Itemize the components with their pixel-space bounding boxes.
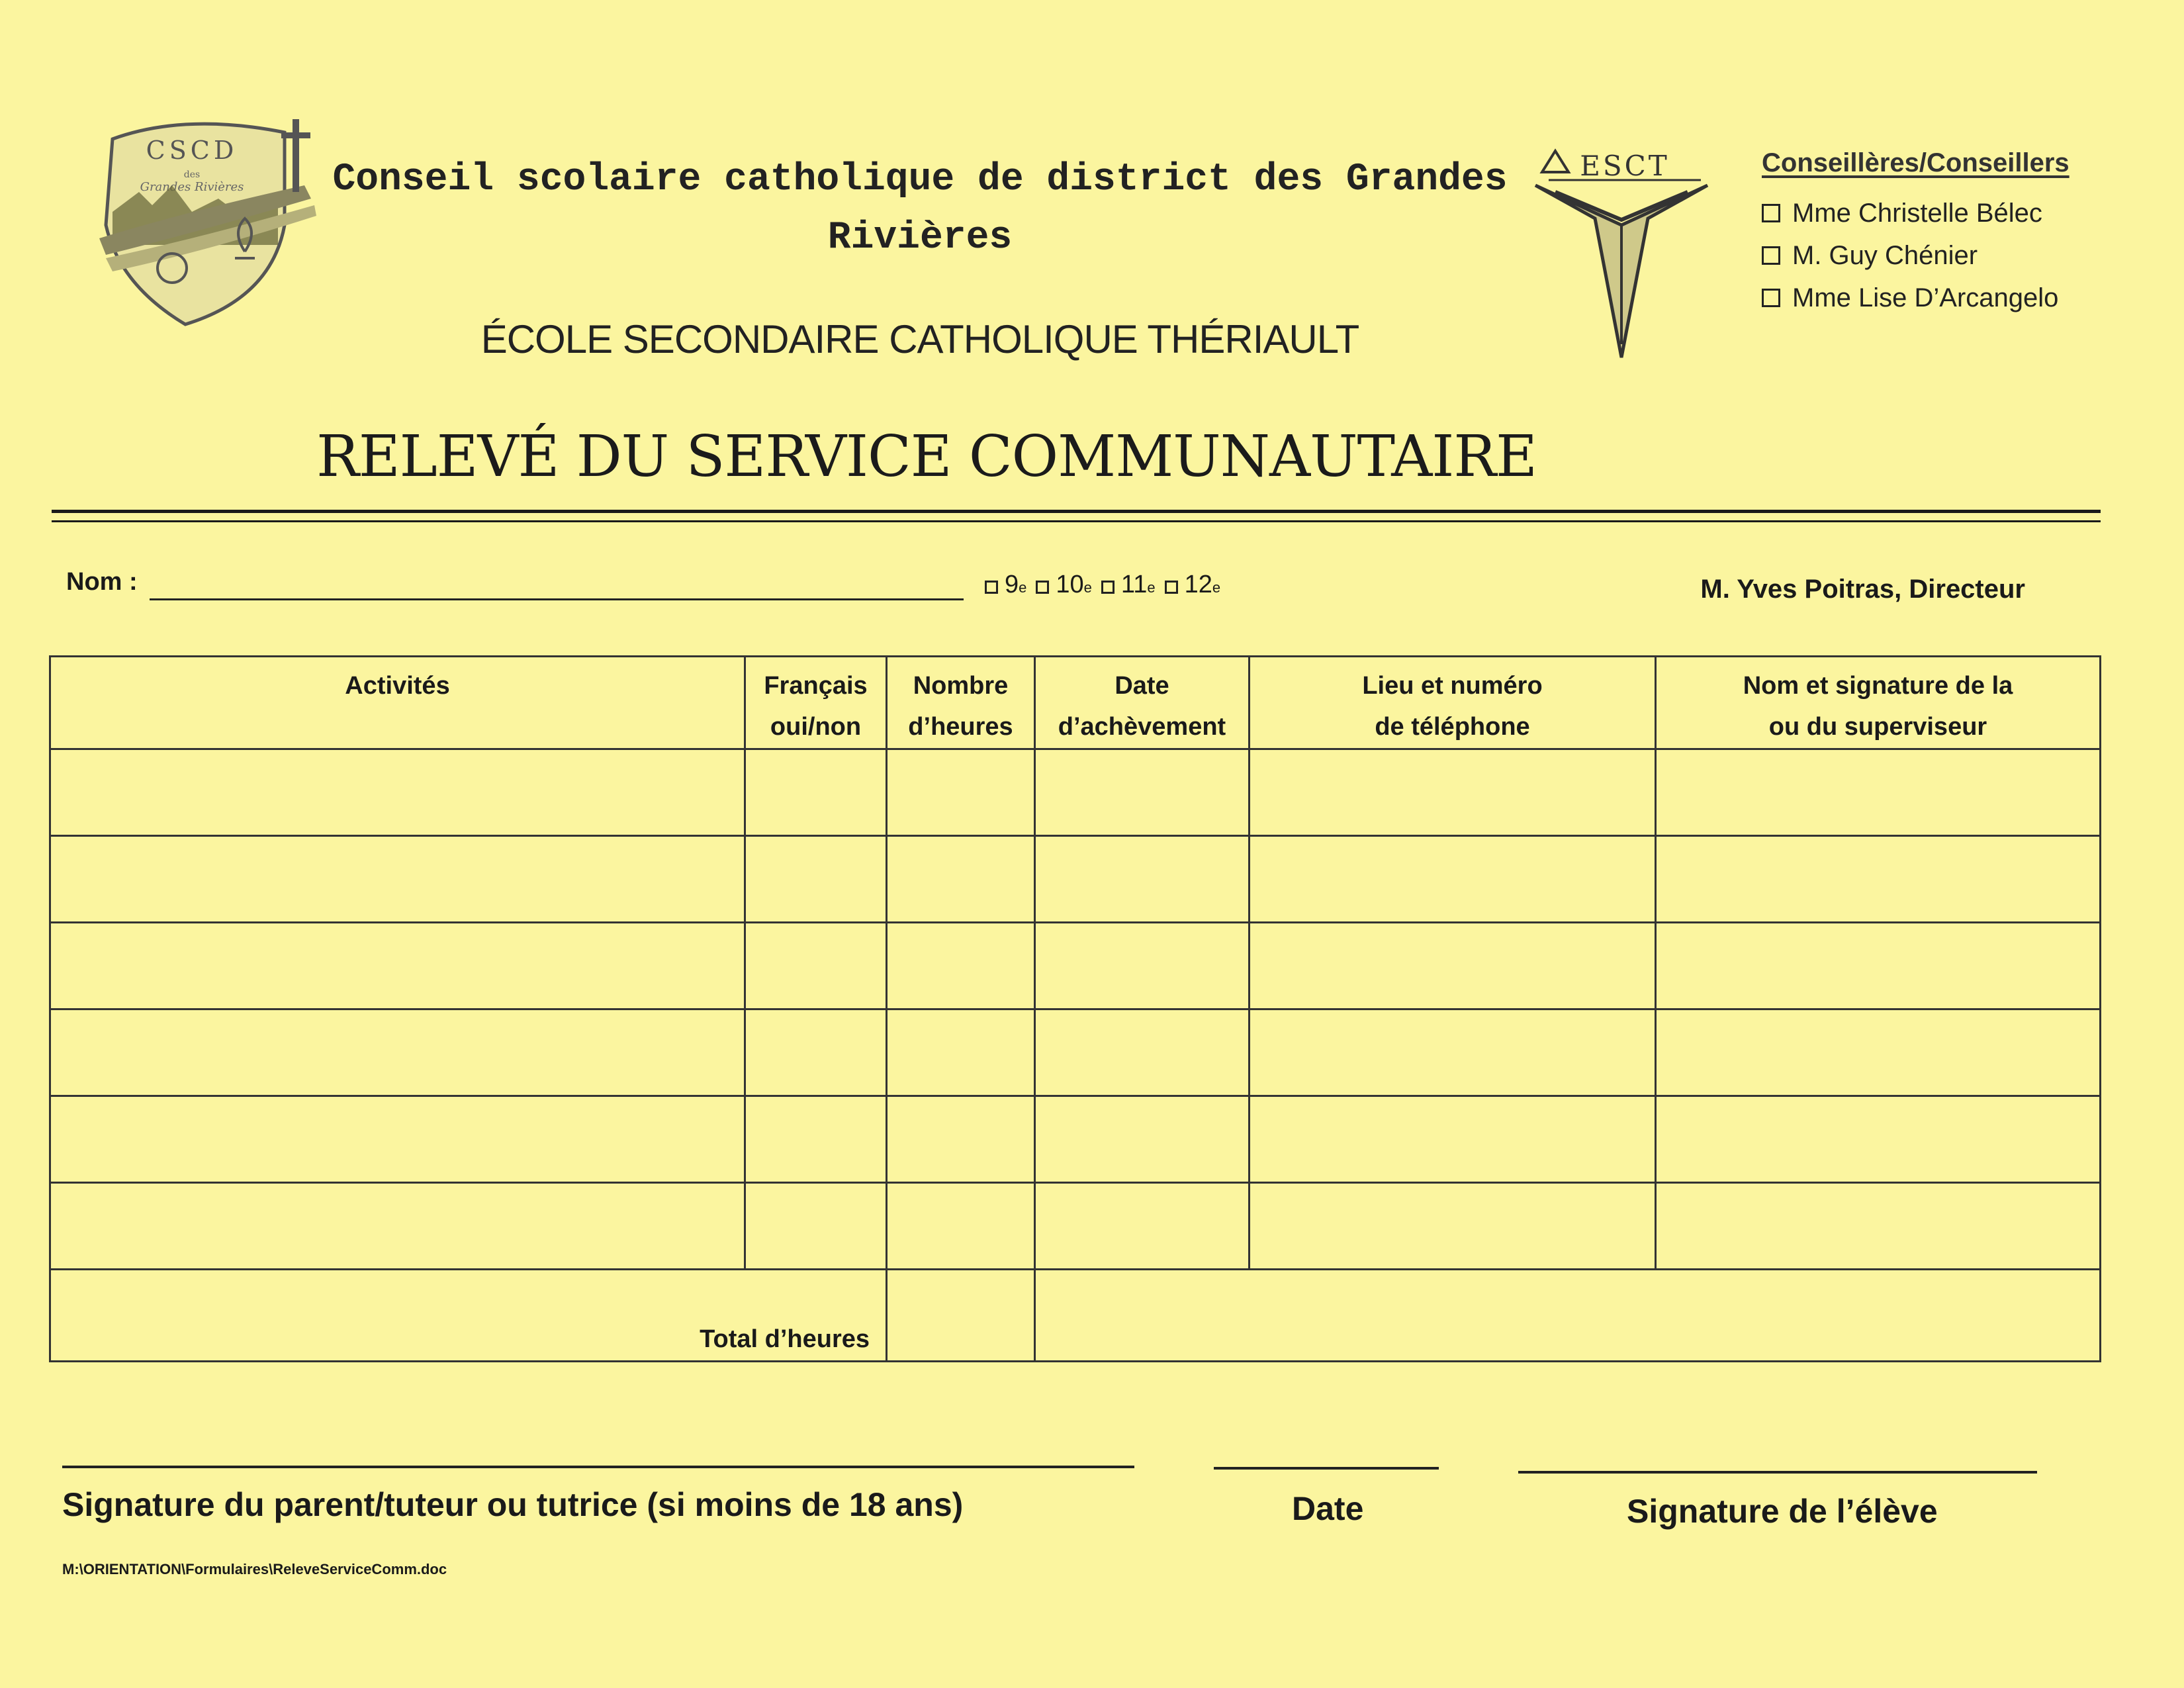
checkbox-icon[interactable] [1762, 289, 1780, 307]
table-cell[interactable] [745, 923, 887, 1009]
counsellors-heading: Conseillères/Conseillers [1762, 148, 2070, 177]
table-cell[interactable] [1656, 1183, 2101, 1270]
parent-signature-line[interactable] [62, 1466, 1134, 1468]
name-label: Nom : [66, 568, 138, 596]
table-row [50, 836, 2101, 923]
checkbox-icon[interactable] [1036, 581, 1049, 594]
table-cell[interactable] [745, 749, 887, 836]
name-field[interactable] [150, 598, 964, 600]
table-row [50, 1096, 2101, 1183]
table-cell[interactable] [887, 1009, 1035, 1096]
table-cell[interactable] [1250, 1183, 1656, 1270]
file-path: M:\ORIENTATION\Formulaires\ReleveServiceComm.doc [62, 1561, 447, 1577]
table-cell[interactable] [1250, 923, 1656, 1009]
counsellor-option[interactable] [1762, 192, 2058, 234]
parent-signature-label: Signature du parent/tuteur ou tutrice (si moins de 18 ans) [62, 1486, 964, 1523]
total-row [50, 1270, 2101, 1362]
table-cell[interactable] [1035, 836, 1250, 923]
table-row [50, 1183, 2101, 1270]
table-cell[interactable] [1656, 923, 2101, 1009]
header-supervisor: Nom et signature de la ou du superviseur [1656, 657, 2101, 749]
svg-text:Grandes Rivières: Grandes Rivières [140, 180, 244, 194]
header-hours: Nombre d’heures [887, 657, 1035, 749]
header-french: Français oui/non [745, 657, 887, 749]
counsellor-name: Mme Lise D’Arcangelo [1792, 283, 2059, 312]
table-cell[interactable] [1250, 836, 1656, 923]
title-divider [52, 510, 2101, 513]
table-cell[interactable] [745, 836, 887, 923]
table-cell[interactable] [1035, 923, 1250, 1009]
checkbox-icon[interactable] [1762, 246, 1780, 265]
table-cell[interactable] [887, 1183, 1035, 1270]
total-hours-label: Total d’heures [50, 1270, 887, 1362]
table-cell[interactable] [745, 1183, 887, 1270]
table-cell[interactable] [1656, 1009, 2101, 1096]
board-name: Conseil scolaire catholique de district des Grandes Rivières [332, 158, 1508, 259]
checkbox-icon[interactable] [1101, 581, 1115, 594]
table-cell[interactable] [1656, 749, 2101, 836]
svg-text:des: des [183, 169, 201, 180]
header-activities: Activités [50, 657, 745, 749]
table-cell[interactable] [1250, 1009, 1656, 1096]
table-cell[interactable] [887, 1096, 1035, 1183]
student-signature-line[interactable] [1518, 1471, 2037, 1474]
table-cell[interactable] [50, 1183, 745, 1270]
table-header-row [50, 657, 2101, 749]
checkbox-icon[interactable] [1762, 204, 1780, 222]
counsellors-list [1762, 192, 2058, 319]
grade-option-10[interactable]: 10 e [1036, 571, 1092, 599]
title-divider-thin [52, 520, 2101, 522]
table-cell[interactable] [1035, 749, 1250, 836]
form-title: RELEVÉ DU SERVICE COMMUNAUTAIRE [316, 424, 1537, 490]
table-cell[interactable] [50, 1009, 745, 1096]
svg-text:ESCT: ESCT [1580, 150, 1670, 182]
esct-logo [1529, 146, 1714, 364]
table-cell[interactable] [1035, 1096, 1250, 1183]
table-cell[interactable] [1250, 749, 1656, 836]
grade-option-11[interactable]: 11 e [1101, 571, 1156, 599]
table-cell[interactable] [1250, 1096, 1656, 1183]
director-name: M. Yves Poitras, Directeur [1700, 575, 2025, 604]
table-row [50, 749, 2101, 836]
total-hours-cell[interactable] [887, 1270, 1035, 1362]
total-blank-cell [1035, 1270, 2101, 1362]
table-cell[interactable] [1656, 836, 2101, 923]
table-cell[interactable] [50, 749, 745, 836]
counsellor-name: M. Guy Chénier [1792, 241, 1978, 270]
svg-text:CSCD: CSCD [146, 136, 238, 165]
table-cell[interactable] [887, 923, 1035, 1009]
table-cell[interactable] [745, 1009, 887, 1096]
date-label: Date [1292, 1490, 1364, 1527]
counsellor-option[interactable] [1762, 234, 2058, 277]
checkbox-icon[interactable] [985, 581, 998, 594]
table-row [50, 1009, 2101, 1096]
counsellor-name: Mme Christelle Bélec [1792, 199, 2042, 228]
table-cell[interactable] [1035, 1009, 1250, 1096]
cscd-logo [86, 113, 331, 331]
table-cell[interactable] [887, 836, 1035, 923]
table-cell[interactable] [887, 749, 1035, 836]
table-cell[interactable] [50, 1096, 745, 1183]
table-cell[interactable] [1656, 1096, 2101, 1183]
table-cell[interactable] [50, 836, 745, 923]
date-line[interactable] [1214, 1467, 1439, 1470]
table-cell[interactable] [745, 1096, 887, 1183]
grade-options [985, 571, 1230, 599]
student-signature-label: Signature de l’élève [1627, 1493, 1938, 1530]
table-cell[interactable] [1035, 1183, 1250, 1270]
counsellor-option[interactable] [1762, 277, 2058, 319]
checkbox-icon[interactable] [1165, 581, 1178, 594]
grade-option-12[interactable]: 12 e [1165, 571, 1221, 599]
activity-table [49, 655, 2101, 1362]
header-location-phone: Lieu et numéro de téléphone [1250, 657, 1656, 749]
header-completion-date: Date d’achèvement [1035, 657, 1250, 749]
grade-option-9[interactable]: 9 e [985, 571, 1026, 599]
school-name: ÉCOLE SECONDAIRE CATHOLIQUE THÉRIAULT [480, 317, 1359, 361]
table-row [50, 923, 2101, 1009]
table-cell[interactable] [50, 923, 745, 1009]
